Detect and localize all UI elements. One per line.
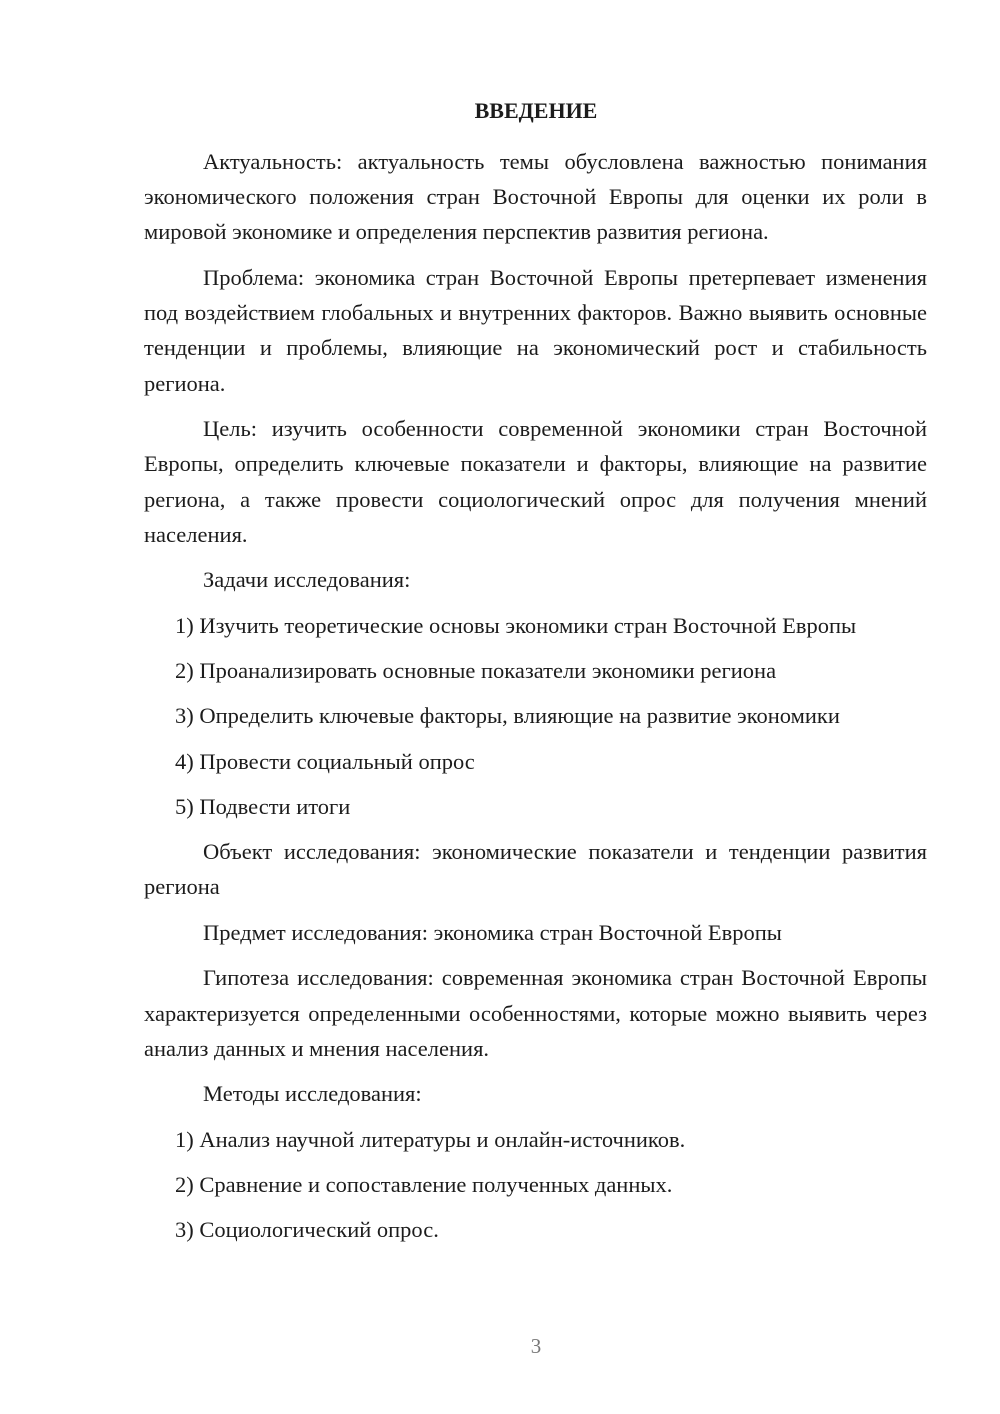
list-item: 3) Определить ключевые факторы, влияющие на развитие экономики xyxy=(175,703,840,729)
list-item: 1) Изучить теоретические основы экономики стран Восточной Европы xyxy=(175,613,857,638)
list-item: 4) Провести социальный опрос xyxy=(175,748,475,774)
relevance-paragraph: Актуальность: актуальность темы обусловлена важностью понимания экономического положения стран Восточной Европы для оценки их роли в мировой экономике и определения перспектив развития региона. xyxy=(144,149,927,245)
tasks-list xyxy=(144,608,927,824)
hypothesis-paragraph: Гипотеза исследования: современная экономика стран Восточной Европы характеризуется определенными особенностями, которые можно выявить через анализ данных и мнения населения. xyxy=(144,965,927,1061)
problem-paragraph: Проблема: экономика стран Восточной Европы претерпевает изменения под воздействием глобальных и внутренних факторов. Важно выявить основные тенденции и проблемы, влияющие на экономический рост и стабильность региона. xyxy=(144,265,927,396)
page-title: ВВЕДЕНИЕ xyxy=(474,98,598,123)
methods-list xyxy=(144,1122,927,1248)
methods-heading: Методы исследования: xyxy=(203,1081,422,1107)
list-item: 3) Социологический опрос. xyxy=(175,1217,439,1243)
list-item: 2) Сравнение и сопоставление полученных данных. xyxy=(175,1172,673,1198)
tasks-heading: Задачи исследования: xyxy=(203,567,411,593)
list-item: 1) Анализ научной литературы и онлайн-источников. xyxy=(175,1127,686,1152)
object-paragraph: Объект исследования: экономические показатели и тенденции развития региона xyxy=(144,839,927,900)
list-item: 2) Проанализировать основные показатели экономики региона xyxy=(175,658,777,684)
document-body xyxy=(144,144,927,1258)
goal-paragraph: Цель: изучить особенности современной экономики стран Восточной Европы, определить ключевые показатели и факторы, влияющие на развитие региона, а также провести социологический опрос для получения мнений населения. xyxy=(144,416,927,547)
subject-paragraph: Предмет исследования: экономика стран Восточной Европы xyxy=(203,919,782,945)
page-number: 3 xyxy=(530,1334,542,1358)
list-item: 5) Подвести итоги xyxy=(175,793,351,819)
